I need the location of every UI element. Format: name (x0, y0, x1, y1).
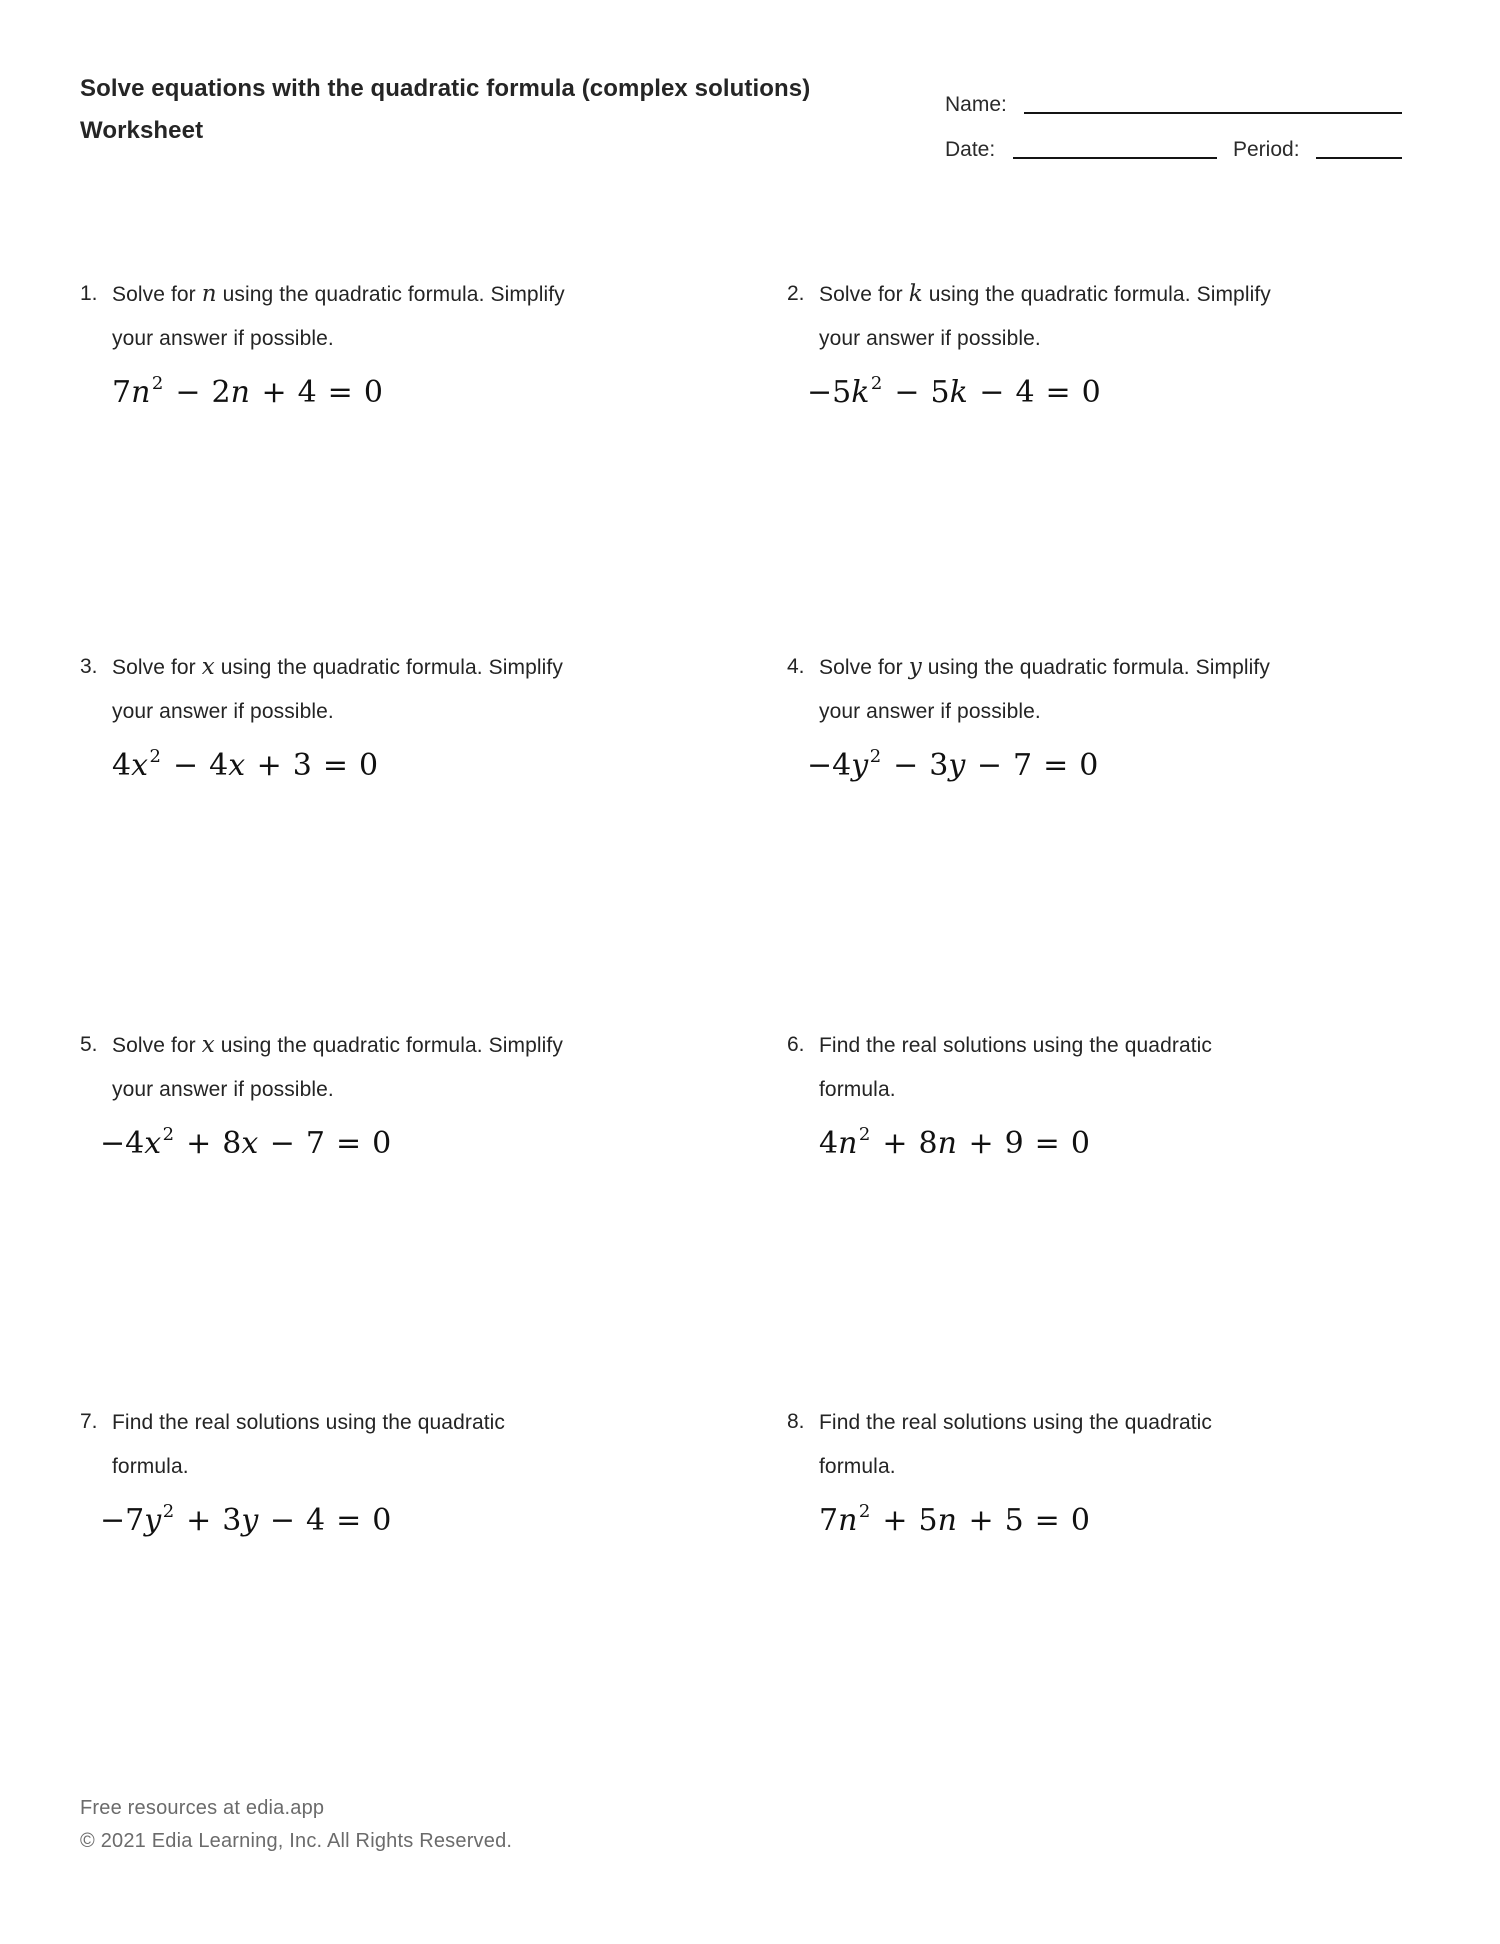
prompt-variable: n (201, 281, 217, 307)
problem-number: 6. (787, 1033, 805, 1056)
equation-8: $7n^2 + 5n + 5 = 0$ (819, 1501, 1090, 1538)
prompt-text: Find the real solutions using the quadratic (112, 1411, 506, 1434)
problem-5 (80, 1023, 745, 1163)
problem-text (112, 272, 690, 361)
problem-6-prompt (787, 1023, 1452, 1112)
period-label: Period: (1233, 138, 1300, 161)
problem-4 (787, 645, 1452, 785)
prompt-text: Solve for (112, 1034, 202, 1057)
footer-copyright: © 2021 Edia Learning, Inc. All Rights Reserved. (80, 1830, 513, 1852)
prompt-text: Solve for (819, 656, 909, 679)
problem-text (819, 272, 1397, 361)
problem-4-prompt (787, 645, 1452, 734)
problem-3 (80, 645, 745, 785)
problem-text (112, 1400, 690, 1489)
worksheet-title: Solve equations with the quadratic formula (complex solutions) (80, 75, 811, 102)
prompt-text: using the quadratic formula. Simplify (922, 283, 1271, 306)
problem-8-prompt (787, 1400, 1452, 1489)
problem-number: 7. (80, 1410, 98, 1433)
title-block (80, 68, 940, 152)
prompt-text: using the quadratic formula. Simplify (216, 283, 565, 306)
prompt-text: using the quadratic formula. Simplify (214, 1034, 563, 1057)
problem-7 (80, 1400, 745, 1540)
prompt-line2: your answer if possible. (112, 1078, 334, 1101)
problem-5-prompt (80, 1023, 745, 1112)
problem-7-prompt (80, 1400, 745, 1489)
problem-text (819, 1023, 1397, 1112)
problem-3-prompt (80, 645, 745, 734)
prompt-line2: formula. (819, 1078, 896, 1101)
prompt-line2: formula. (112, 1455, 189, 1478)
prompt-text: Find the real solutions using the quadratic (819, 1034, 1213, 1057)
prompt-text: using the quadratic formula. Simplify (921, 656, 1270, 679)
prompt-text: Solve for (112, 656, 202, 679)
equation-4: $-4y^2 - 3y - 7 = 0$ (807, 746, 1099, 783)
page-footer (80, 1792, 512, 1858)
problem-1-prompt (80, 272, 745, 361)
problem-number: 1. (80, 282, 98, 305)
prompt-line2: your answer if possible. (112, 327, 334, 350)
problem-number: 8. (787, 1410, 805, 1433)
date-blank-line (1013, 139, 1217, 159)
prompt-text: Solve for (112, 283, 202, 306)
name-blank-line (1024, 94, 1402, 114)
name-label: Name: (945, 93, 1007, 116)
problem-2 (787, 272, 1452, 412)
problem-number: 4. (787, 655, 805, 678)
equation-6: $4n^2 + 8n + 9 = 0$ (819, 1124, 1090, 1161)
problem-text (819, 645, 1397, 734)
equation-7: $-7y^2 + 3y - 4 = 0$ (100, 1501, 392, 1538)
prompt-line2: your answer if possible. (819, 327, 1041, 350)
prompt-text: Solve for (819, 283, 909, 306)
prompt-text: Find the real solutions using the quadratic (819, 1411, 1213, 1434)
problem-text (819, 1400, 1397, 1489)
problem-8 (787, 1400, 1452, 1540)
equation-1: $7n^2 - 2n + 4 = 0$ (112, 373, 383, 410)
date-label: Date: (945, 138, 996, 161)
prompt-variable: x (201, 1032, 215, 1058)
prompt-text: using the quadratic formula. Simplify (214, 656, 563, 679)
equation-2: $-5k^2 - 5k - 4 = 0$ (807, 373, 1101, 410)
footer-resources: Free resources at edia.app (80, 1797, 325, 1819)
prompt-variable: y (908, 654, 922, 680)
worksheet-subtitle: Worksheet (80, 117, 204, 144)
problem-number: 2. (787, 282, 805, 305)
problem-text (112, 1023, 690, 1112)
problem-number: 3. (80, 655, 98, 678)
prompt-line2: your answer if possible. (112, 700, 334, 723)
period-blank-line (1316, 139, 1402, 159)
equation-5: $-4x^2 + 8x - 7 = 0$ (100, 1124, 392, 1161)
problem-text (112, 645, 690, 734)
problem-2-prompt (787, 272, 1452, 361)
prompt-line2: your answer if possible. (819, 700, 1041, 723)
prompt-line2: formula. (819, 1455, 896, 1478)
prompt-variable: k (908, 281, 923, 307)
problem-number: 5. (80, 1033, 98, 1056)
problem-1 (80, 272, 745, 412)
equation-3: $4x^2 - 4x + 3 = 0$ (112, 746, 379, 783)
prompt-variable: x (201, 654, 215, 680)
problem-6 (787, 1023, 1452, 1163)
